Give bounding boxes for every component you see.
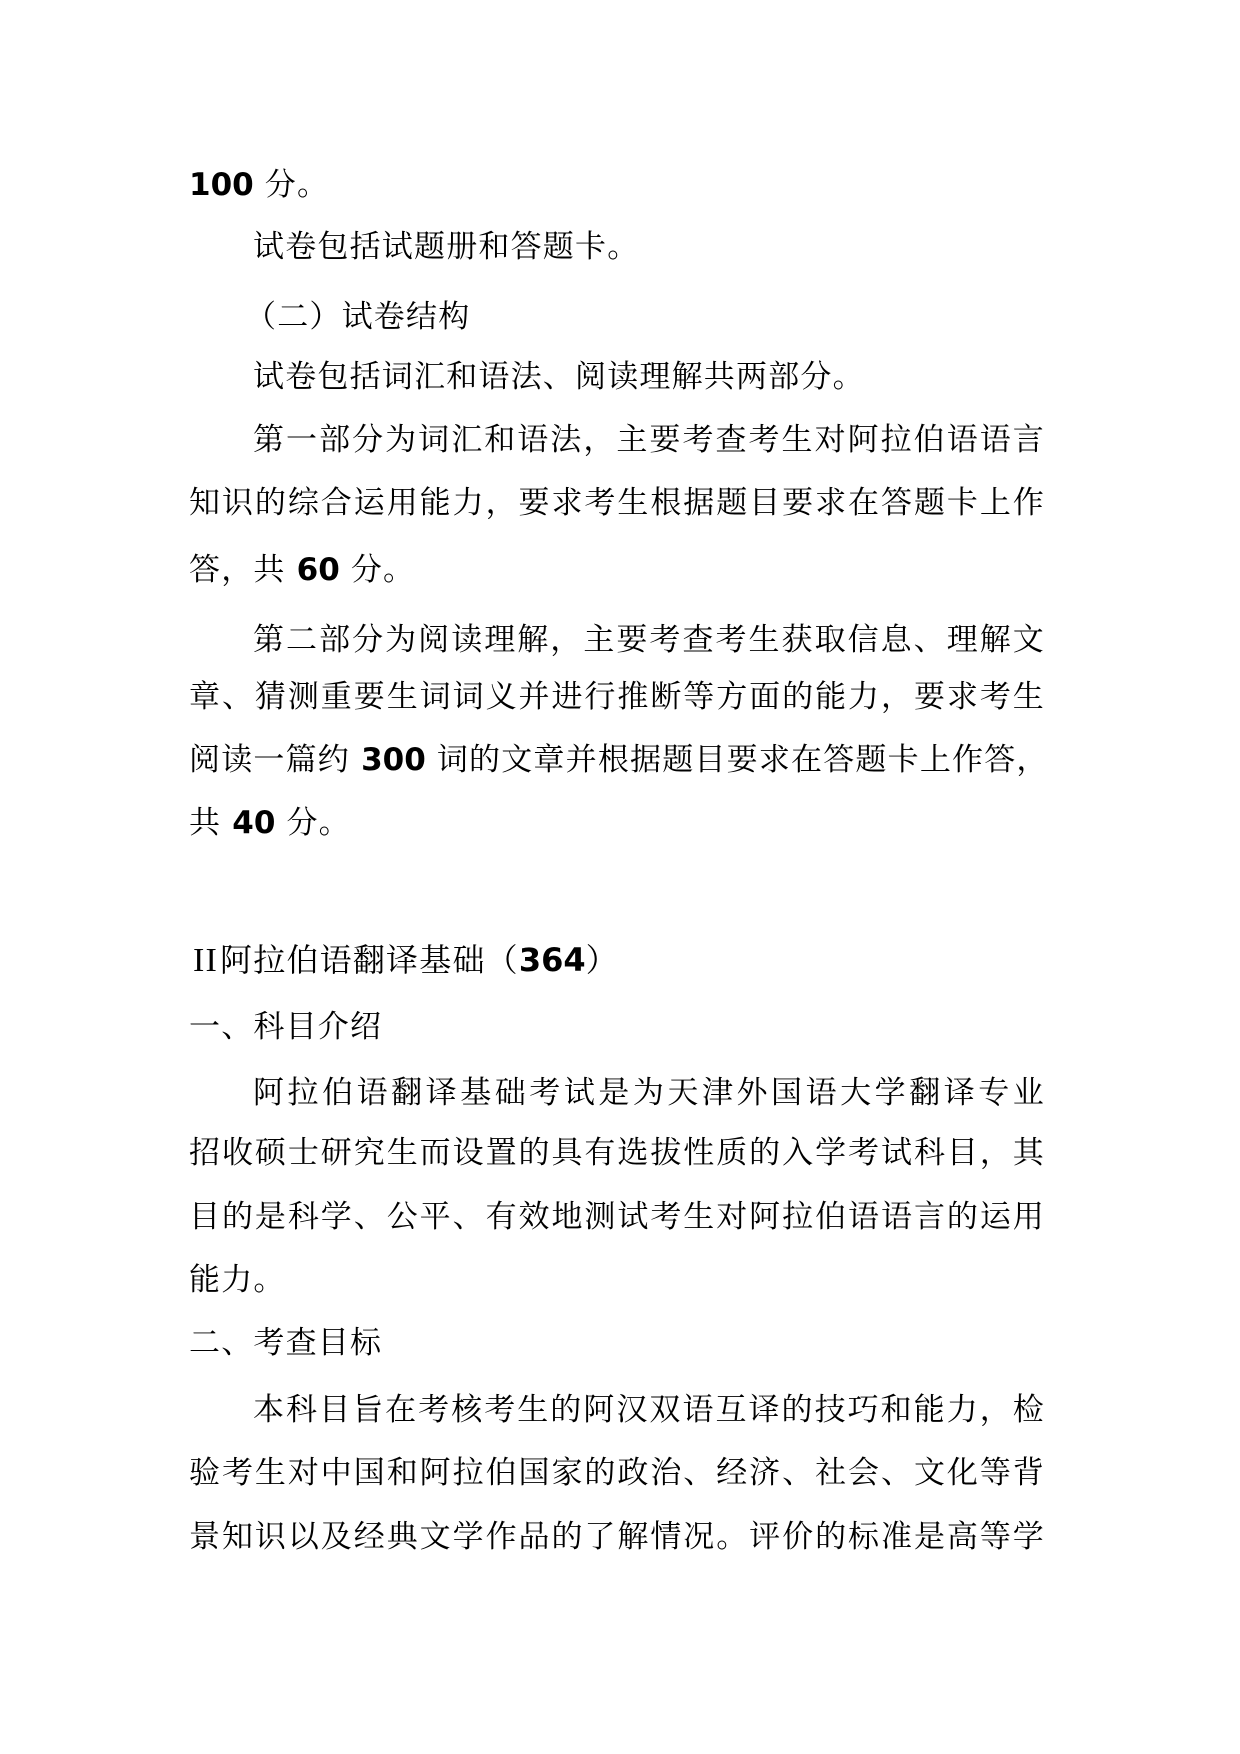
subheading-subject-intro: 一、科目介绍 (189, 1009, 383, 1045)
paragraph-part2-line3 (189, 738, 1049, 782)
paragraph-objectives-line3: 景知识以及经典文学作品的了解情况。评价的标准是高等学 (189, 1519, 1045, 1555)
text-segment: 词的文章并根据题目要求在答题卡上作答， (425, 742, 1049, 778)
heading-close-paren: ） (585, 941, 619, 979)
paragraph-paper-parts: 试卷包括词汇和语法、阅读理解共两部分。 (253, 359, 865, 395)
paragraph-part2-line4 (189, 801, 1049, 845)
score-number: 40 (232, 805, 276, 841)
word-count-number: 300 (361, 742, 426, 778)
roman-numeral: II (193, 942, 219, 979)
subject-code: 364 (518, 941, 586, 979)
text-segment: 分。 (275, 805, 351, 841)
paragraph-intro-line4: 能力。 (189, 1262, 286, 1298)
paragraph-intro-line3: 目的是科学、公平、有效地测试考生对阿拉伯语语言的运用 (189, 1199, 1045, 1235)
paragraph-objectives-line1: 本科目旨在考核考生的阿汉双语互译的技巧和能力，检 (253, 1392, 1045, 1428)
paragraph-part1-line3 (189, 548, 1049, 592)
paragraph-part2-line2: 章、猜测重要生词词义并进行推断等方面的能力，要求考生 (189, 679, 1045, 715)
subheading-exam-objectives: 二、考查目标 (189, 1325, 383, 1361)
section-heading-arabic-translation (193, 938, 1053, 982)
text-segment: 分。 (339, 552, 416, 588)
text-segment: 答，共 (189, 552, 297, 588)
paragraph-part1-line1: 第一部分为词汇和语法，主要考查考生对阿拉伯语语言 (253, 422, 1045, 458)
heading-title: 阿拉伯语翻译基础（ (220, 941, 519, 979)
score-number: 100 (189, 167, 254, 203)
paragraph-paper-components: 试卷包括试题册和答题卡。 (253, 229, 640, 265)
paragraph-part1-line2: 知识的综合运用能力，要求考生根据题目要求在答题卡上作 (189, 485, 1045, 521)
paragraph-objectives-line2: 验考生对中国和阿拉伯国家的政治、经济、社会、文化等背 (189, 1455, 1045, 1491)
paragraph-intro-line1: 阿拉伯语翻译基础考试是为天津外国语大学翻译专业 (253, 1075, 1045, 1111)
score-number: 60 (296, 552, 340, 588)
score-unit: 分。 (253, 167, 330, 203)
paragraph-intro-line2: 招收硕士研究生而设置的具有选拔性质的入学考试科目，其 (189, 1135, 1045, 1171)
paragraph-total-score (189, 163, 1049, 207)
text-segment: 阅读一篇约 (189, 742, 362, 778)
subsection-heading-paper-structure: （二）试卷结构 (245, 299, 471, 335)
text-segment: 共 (189, 805, 233, 841)
paragraph-part2-line1: 第二部分为阅读理解，主要考查考生获取信息、理解文 (253, 622, 1045, 658)
